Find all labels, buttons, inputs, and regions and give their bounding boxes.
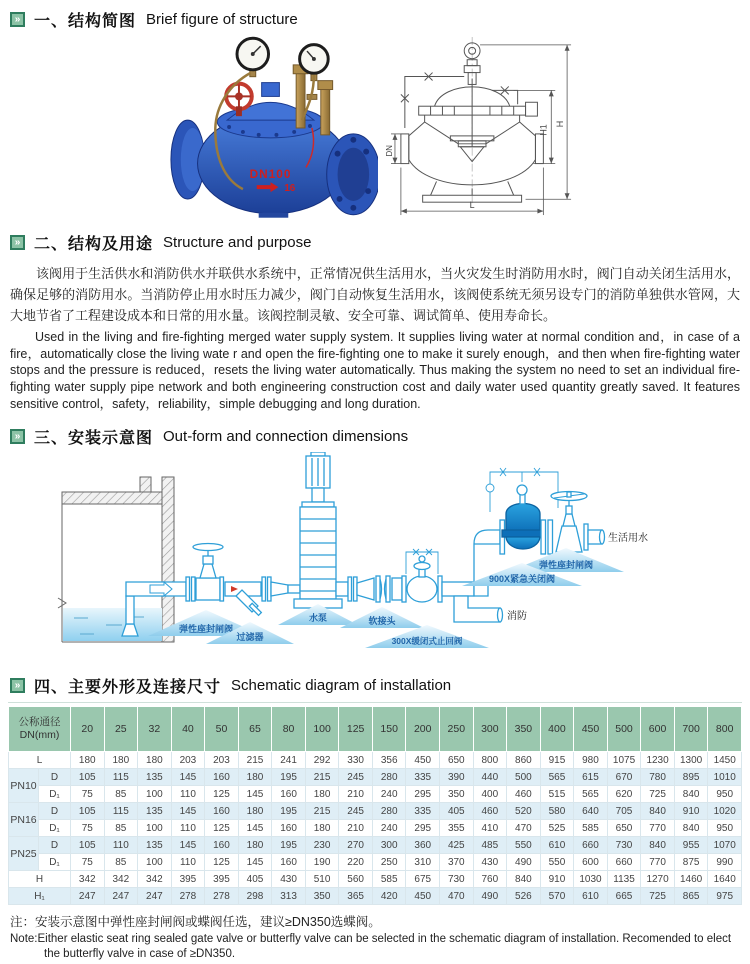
table-cell: 770 xyxy=(641,820,675,837)
section1-title-zh: 一、结构简图 xyxy=(34,13,137,30)
table-cell: 330 xyxy=(339,752,373,769)
col-header: 150 xyxy=(372,707,406,752)
table-cell: 565 xyxy=(574,786,608,803)
table-cell: 950 xyxy=(708,786,742,803)
table-cell: 230 xyxy=(305,837,339,854)
col-header: 40 xyxy=(171,707,205,752)
table-cell: 135 xyxy=(138,803,172,820)
table-cell: 510 xyxy=(305,871,339,888)
table-cell: 1300 xyxy=(674,752,708,769)
riser-pipe xyxy=(474,530,500,596)
dim-h1-label: H1 xyxy=(538,124,549,136)
table-cell: 725 xyxy=(641,888,675,905)
table-cell: 670 xyxy=(607,769,641,786)
row-label: D₁ xyxy=(39,786,71,803)
table-cell: 660 xyxy=(607,854,641,871)
row-label: D₁ xyxy=(39,854,71,871)
col-header: 50 xyxy=(205,707,239,752)
main-valve-label: 900X紧急关闭阀 xyxy=(488,574,556,585)
table-cell: 100 xyxy=(138,820,172,837)
table-cell: 215 xyxy=(305,769,339,786)
living-water-label: 生活用水 xyxy=(608,533,648,545)
table-cell: 195 xyxy=(272,769,306,786)
col-header: 250 xyxy=(440,707,474,752)
table-cell: 160 xyxy=(272,854,306,871)
pn-group-label: PN10 xyxy=(9,769,39,803)
table-cell: 278 xyxy=(205,888,239,905)
dim-h-label: H xyxy=(555,120,566,128)
table-cell: 280 xyxy=(372,803,406,820)
valve-drawing xyxy=(384,33,584,219)
table-cell: 1020 xyxy=(708,803,742,820)
table-cell: 800 xyxy=(473,752,507,769)
table-cell: 485 xyxy=(473,837,507,854)
table-cell: 1135 xyxy=(607,871,641,888)
table-cell: 780 xyxy=(641,769,675,786)
table-cell: 585 xyxy=(372,871,406,888)
strainer-label: 过滤器 xyxy=(236,632,264,643)
table-cell: 875 xyxy=(674,854,708,871)
table-cell: 247 xyxy=(104,888,138,905)
section4-title-en: Schematic diagram of installation xyxy=(231,677,452,695)
table-cell: 75 xyxy=(71,854,105,871)
table-cell: 203 xyxy=(171,752,205,769)
table-cell: 1450 xyxy=(708,752,742,769)
section-bullet-icon: » xyxy=(10,678,25,693)
col-header: 400 xyxy=(540,707,574,752)
table-cell: 145 xyxy=(238,786,272,803)
col-header: 600 xyxy=(641,707,675,752)
table-cell: 245 xyxy=(339,769,373,786)
flexible-joint xyxy=(357,576,390,602)
table-cell: 180 xyxy=(305,786,339,803)
table-cell: 650 xyxy=(440,752,474,769)
section-bullet-icon: » xyxy=(10,235,25,250)
table-cell: 490 xyxy=(473,888,507,905)
table-cell: 215 xyxy=(305,803,339,820)
water-tank xyxy=(58,477,174,642)
table-cell: 526 xyxy=(507,888,541,905)
table-cell: 298 xyxy=(238,888,272,905)
col-header: 80 xyxy=(272,707,306,752)
table-cell: 565 xyxy=(540,769,574,786)
pump-unit xyxy=(294,452,342,608)
row-label: D₁ xyxy=(39,820,71,837)
table-cell: 295 xyxy=(406,820,440,837)
table-cell: 895 xyxy=(674,769,708,786)
y-strainer xyxy=(225,582,261,615)
table-cell: 135 xyxy=(138,837,172,854)
table-cell: 450 xyxy=(406,752,440,769)
table-cell: 410 xyxy=(473,820,507,837)
section2-header xyxy=(10,231,742,254)
table-cell: 440 xyxy=(473,769,507,786)
gate-valve-2-label: 弹性座封闸阀 xyxy=(538,560,594,571)
table-cell: 110 xyxy=(104,837,138,854)
table-cell: 335 xyxy=(406,769,440,786)
note-block xyxy=(10,912,740,961)
reducer-cone xyxy=(271,582,288,596)
table-cell: 760 xyxy=(473,871,507,888)
table-cell: 160 xyxy=(272,820,306,837)
table-row xyxy=(9,837,742,854)
dim-dn-label: DN xyxy=(384,145,394,157)
table-cell: 660 xyxy=(574,837,608,854)
table-cell: 975 xyxy=(708,888,742,905)
table-cell: 75 xyxy=(71,786,105,803)
table-cell: 145 xyxy=(171,769,205,786)
table-cell: 115 xyxy=(104,769,138,786)
section4-title-zh: 四、主要外形及连接尺寸 xyxy=(34,679,222,697)
table-cell: 180 xyxy=(104,752,138,769)
check-valve-300x xyxy=(392,549,442,602)
valve-foot xyxy=(259,213,289,218)
table-cell: 550 xyxy=(540,854,574,871)
col-header: 32 xyxy=(138,707,172,752)
col-header: 65 xyxy=(238,707,272,752)
table-cell: 650 xyxy=(607,820,641,837)
table-cell: 990 xyxy=(708,854,742,871)
table-cell: 585 xyxy=(574,820,608,837)
table-cell: 295 xyxy=(406,786,440,803)
col-header: 125 xyxy=(339,707,373,752)
table-cell: 1230 xyxy=(641,752,675,769)
table-cell: 180 xyxy=(238,769,272,786)
table-cell: 640 xyxy=(574,803,608,820)
table-cell: 220 xyxy=(339,854,373,871)
section3-title-en: Out-form and connection dimensions xyxy=(163,428,409,446)
table-cell: 342 xyxy=(138,871,172,888)
col-header: 300 xyxy=(473,707,507,752)
table-cell: 105 xyxy=(71,769,105,786)
table-cell: 160 xyxy=(205,803,239,820)
table-cell: 180 xyxy=(238,837,272,854)
table-cell: 195 xyxy=(272,837,306,854)
table-cell: 525 xyxy=(540,820,574,837)
table-cell: 280 xyxy=(372,769,406,786)
table-cell: 430 xyxy=(473,854,507,871)
table-cell: 292 xyxy=(305,752,339,769)
table-cell: 210 xyxy=(339,820,373,837)
gate-valve-2 xyxy=(548,492,588,555)
table-cell: 730 xyxy=(607,837,641,854)
section-bullet-icon: » xyxy=(10,12,25,27)
table-cell: 370 xyxy=(440,854,474,871)
table-cell: 675 xyxy=(406,871,440,888)
section1-title-en: Brief figure of structure xyxy=(146,11,298,28)
table-cell: 203 xyxy=(205,752,239,769)
table-cell: 245 xyxy=(339,803,373,820)
valve-mark-dn: DN100 xyxy=(249,167,292,182)
table-cell: 570 xyxy=(540,888,574,905)
table-row xyxy=(9,820,742,837)
table-cell: 430 xyxy=(272,871,306,888)
table-cell: 335 xyxy=(406,803,440,820)
table-cell: 1030 xyxy=(574,871,608,888)
table-cell: 365 xyxy=(339,888,373,905)
table-cell: 840 xyxy=(507,871,541,888)
table-cell: 75 xyxy=(71,820,105,837)
table-cell: 470 xyxy=(507,820,541,837)
table-cell: 840 xyxy=(674,786,708,803)
table-cell: 470 xyxy=(440,888,474,905)
table-cell: 405 xyxy=(440,803,474,820)
section3-title-zh: 三、安装示意图 xyxy=(34,430,154,448)
row-label: H₁ xyxy=(9,888,71,905)
table-cell: 915 xyxy=(540,752,574,769)
table-cell: 85 xyxy=(104,820,138,837)
table-cell: 580 xyxy=(540,803,574,820)
table-cell: 100 xyxy=(138,786,172,803)
section2-title-en: Structure and purpose xyxy=(163,234,312,251)
bonnet xyxy=(217,83,323,138)
note-en: Note:Either elastic seat ring sealed gate valve or butterfly valve can be selected in the schematic diagram of installation. Recomended to elect the butterfly valve in case of ≥DN350. xyxy=(10,933,732,960)
table-cell: 215 xyxy=(238,752,272,769)
table-cell: 195 xyxy=(272,803,306,820)
table-cell: 395 xyxy=(171,871,205,888)
table-cell: 180 xyxy=(305,820,339,837)
pump-label: 水泵 xyxy=(308,613,328,624)
table-row xyxy=(9,769,742,786)
table-cell: 85 xyxy=(104,786,138,803)
table-cell: 350 xyxy=(305,888,339,905)
col-header: 450 xyxy=(574,707,608,752)
table-cell: 725 xyxy=(641,786,675,803)
table-cell: 145 xyxy=(238,820,272,837)
structure-figures xyxy=(8,33,742,221)
table-cell: 300 xyxy=(372,837,406,854)
col-header: 700 xyxy=(674,707,708,752)
table-cell: 105 xyxy=(71,837,105,854)
table-row xyxy=(9,888,742,905)
table-cell: 1010 xyxy=(708,769,742,786)
table-cell: 840 xyxy=(641,837,675,854)
table-cell: 450 xyxy=(406,888,440,905)
table-cell: 210 xyxy=(339,786,373,803)
table-cell: 980 xyxy=(574,752,608,769)
valve-photo xyxy=(166,33,378,219)
table-cell: 405 xyxy=(238,871,272,888)
table-row xyxy=(9,871,742,888)
table-cell: 955 xyxy=(674,837,708,854)
valve-mark-pn: 16 xyxy=(284,183,296,195)
table-cell: 460 xyxy=(473,803,507,820)
table-cell: 860 xyxy=(507,752,541,769)
dim-l-label: L xyxy=(469,200,475,211)
table-cell: 550 xyxy=(507,837,541,854)
table-cell: 600 xyxy=(574,854,608,871)
purpose-paragraph-zh: 该阀用于生活供水和消防供水并联供水系统中，正常情况供生活用水，当火灾发生时消防用水时，阀门自动关闭生活用水，确保足够的消防用水。当消防停止用水时压力减少，阀门自动恢复生活用水，该阀使系统无须另设专门的消防单独供水管网，大大地节省了工程建设成本和日常的用水量。该阀控制灵敏、安全可靠、调试简单、使用寿命长。 xyxy=(10,266,740,324)
table-cell: 356 xyxy=(372,752,406,769)
table-cell: 1070 xyxy=(708,837,742,854)
table-cell: 135 xyxy=(138,769,172,786)
table-row xyxy=(9,786,742,803)
fire-water-label: 消防 xyxy=(507,611,527,623)
table-cell: 110 xyxy=(171,820,205,837)
table-row xyxy=(9,803,742,820)
table-cell: 420 xyxy=(372,888,406,905)
table-cell: 105 xyxy=(71,803,105,820)
section2-title-zh: 二、结构及用途 xyxy=(34,236,154,253)
table-cell: 241 xyxy=(272,752,306,769)
col-header: 800 xyxy=(708,707,742,752)
pn-group-label: PN16 xyxy=(9,803,39,837)
table-cell: 310 xyxy=(406,854,440,871)
pn-group-label: PN25 xyxy=(9,837,39,871)
section1-header xyxy=(10,8,742,31)
section3-header xyxy=(10,425,742,448)
table-cell: 240 xyxy=(372,820,406,837)
table-cell: 160 xyxy=(205,837,239,854)
flex-joint-label: 软接头 xyxy=(368,616,396,627)
row-label: D xyxy=(39,803,71,820)
table-cell: 910 xyxy=(674,803,708,820)
fire-branch-pipe xyxy=(454,596,503,622)
table-cell: 125 xyxy=(205,854,239,871)
table-cell: 620 xyxy=(607,786,641,803)
table-cell: 355 xyxy=(440,820,474,837)
flange xyxy=(262,577,266,601)
table-cell: 180 xyxy=(71,752,105,769)
table-cell: 1460 xyxy=(674,871,708,888)
section-bullet-icon: » xyxy=(10,429,25,444)
col-header: 200 xyxy=(406,707,440,752)
table-cell: 840 xyxy=(674,820,708,837)
row-label: D xyxy=(39,769,71,786)
table-cell: 270 xyxy=(339,837,373,854)
table-cell: 350 xyxy=(440,786,474,803)
table-cell: 1075 xyxy=(607,752,641,769)
table-cell: 342 xyxy=(104,871,138,888)
pipe-end xyxy=(600,530,605,544)
flange xyxy=(348,577,352,601)
table-cell: 950 xyxy=(708,820,742,837)
row-label: H xyxy=(9,871,71,888)
installation-diagram-wrap xyxy=(30,452,742,672)
table-cell: 313 xyxy=(272,888,306,905)
table-cell: 490 xyxy=(507,854,541,871)
table-cell: 910 xyxy=(540,871,574,888)
table-cell: 125 xyxy=(205,786,239,803)
table-row xyxy=(9,854,742,871)
row-label: D xyxy=(39,837,71,854)
table-cell: 145 xyxy=(171,837,205,854)
table-cell: 705 xyxy=(607,803,641,820)
col-header: 350 xyxy=(507,707,541,752)
table-cell: 560 xyxy=(339,871,373,888)
table-cell: 160 xyxy=(272,786,306,803)
outlet-flange xyxy=(327,134,378,215)
table-cell: 865 xyxy=(674,888,708,905)
pipe xyxy=(336,582,348,596)
col-header: 100 xyxy=(305,707,339,752)
installation-diagram xyxy=(30,452,720,670)
gate-valve-1-label: 弹性座封闸阀 xyxy=(178,624,234,635)
dimensions-table xyxy=(8,706,742,905)
table-cell: 515 xyxy=(540,786,574,803)
table-cell: 145 xyxy=(238,854,272,871)
table-cell: 250 xyxy=(372,854,406,871)
check-valve-label: 300X缓闭式止回阀 xyxy=(391,636,463,647)
pipe xyxy=(288,585,300,593)
table-cell: 460 xyxy=(507,786,541,803)
table-cell: 100 xyxy=(138,854,172,871)
table-cell: 85 xyxy=(104,854,138,871)
dn-header-cell: 公称通径 DN(mm) xyxy=(9,707,71,752)
table-cell: 610 xyxy=(540,837,574,854)
table-cell: 1640 xyxy=(708,871,742,888)
col-header: 500 xyxy=(607,707,641,752)
table-cell: 730 xyxy=(440,871,474,888)
table-cell: 145 xyxy=(171,803,205,820)
gate-valve-1 xyxy=(186,544,224,602)
table-cell: 425 xyxy=(440,837,474,854)
col-header: 25 xyxy=(104,707,138,752)
pressure-gauge-left xyxy=(237,38,269,76)
row-label: L xyxy=(9,752,71,769)
table-cell: 395 xyxy=(205,871,239,888)
divider xyxy=(8,702,742,703)
table-cell: 400 xyxy=(473,786,507,803)
purpose-paragraph-en: Used in the living and fire-fighting merged water supply system. It supplies living water at normal condition and，in case of a fire，automatically close the living wate r and open the fire-fighting one to make it surely enough，and then when fire-fighting water stops and the pressure is reduced，resets the living water automatically. Thus making the system no need to set an individual fire-fighting water supply pipe network and both engineering construction cost and daily water used quantity greatly saved. It features sensitive control，safety，reliability，simple debugging and long duration. xyxy=(10,330,740,411)
table-cell: 190 xyxy=(305,854,339,871)
table-cell: 180 xyxy=(238,803,272,820)
table-cell: 360 xyxy=(406,837,440,854)
table-cell: 520 xyxy=(507,803,541,820)
col-header: 20 xyxy=(71,707,105,752)
table-cell: 390 xyxy=(440,769,474,786)
table-cell: 840 xyxy=(641,803,675,820)
table-cell: 115 xyxy=(104,803,138,820)
section4-header xyxy=(10,674,742,697)
note-zh: 注：安装示意图中弹性座封闸阀或蝶阀任选，建议≥DN350选蝶阀。 xyxy=(10,915,381,930)
table-cell: 110 xyxy=(171,786,205,803)
table-cell: 160 xyxy=(205,769,239,786)
main-valve-900x xyxy=(500,485,546,554)
table-row xyxy=(9,752,742,769)
table-cell: 665 xyxy=(607,888,641,905)
table-cell: 278 xyxy=(171,888,205,905)
table-cell: 342 xyxy=(71,871,105,888)
table-cell: 240 xyxy=(372,786,406,803)
table-cell: 125 xyxy=(205,820,239,837)
table-cell: 180 xyxy=(138,752,172,769)
table-cell: 247 xyxy=(138,888,172,905)
table-cell: 1270 xyxy=(641,871,675,888)
table-cell: 500 xyxy=(507,769,541,786)
table-cell: 770 xyxy=(641,854,675,871)
table-cell: 110 xyxy=(171,854,205,871)
table-cell: 615 xyxy=(574,769,608,786)
table-cell: 247 xyxy=(71,888,105,905)
table-cell: 610 xyxy=(574,888,608,905)
table-header-row xyxy=(9,707,742,752)
